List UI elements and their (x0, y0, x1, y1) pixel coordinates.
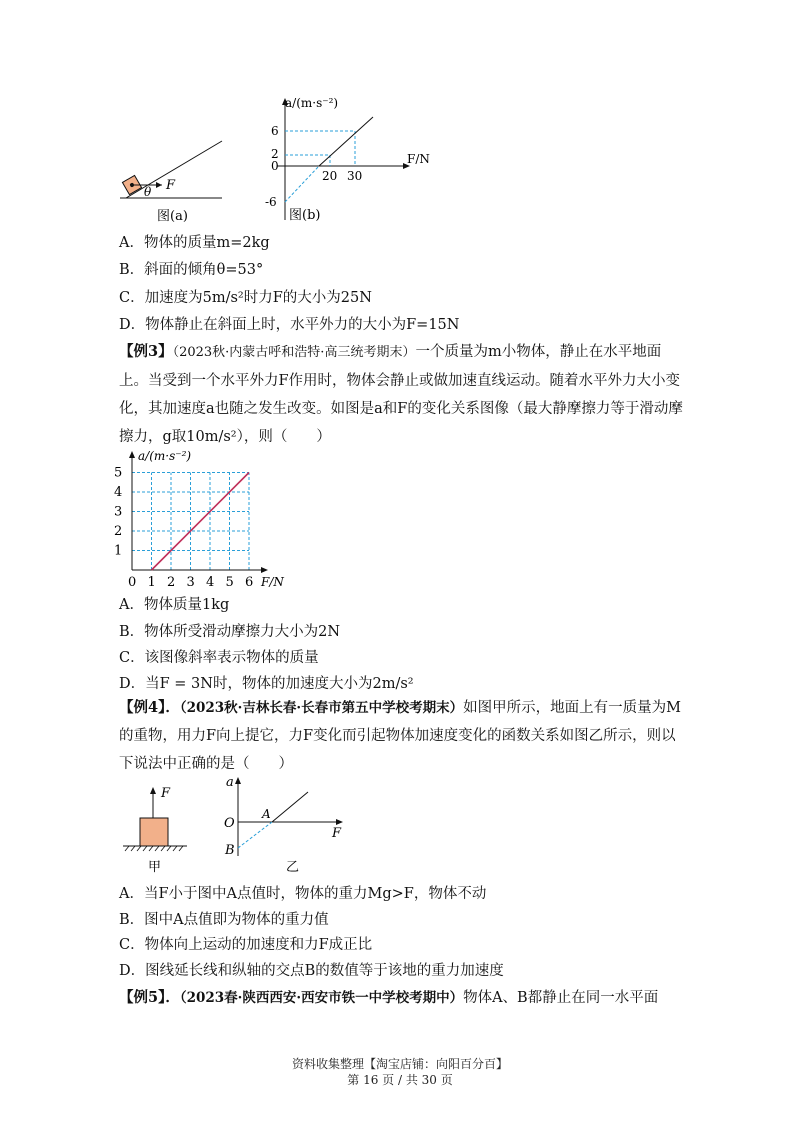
example5-source: （2023春·陕西西安·西安市铁一中学校考期中） (179, 990, 464, 1006)
x-tick-label: 3 (186, 575, 195, 588)
yi-f-label: F (332, 826, 342, 841)
x-tick-label: 1 (147, 575, 156, 588)
example3-option-a: A．物体质量1kg (119, 597, 230, 613)
yi-caption: 乙 (286, 860, 300, 875)
example4-option-a: A．当F小于图中A点值时，物体的重力Mg>F，物体不动 (119, 886, 487, 902)
example3-source: （2023秋·内蒙古呼和浩特·高三统考期末） (172, 345, 416, 360)
example3-tag: 【例3】 (119, 343, 173, 360)
y-tick-label: 3 (114, 504, 123, 520)
y-tick-6: 6 (271, 124, 279, 138)
theta-label: θ (144, 185, 152, 199)
example3-option-b: B．物体所受滑动摩擦力大小为2N (119, 624, 341, 640)
y-tick-0: 0 (271, 159, 279, 173)
figure-b-graph (255, 95, 445, 225)
prev-option-c: C．加速度为5m/s²时力F的大小为25N (119, 290, 372, 306)
figure-b-caption: 图(b) (289, 208, 321, 223)
series-line (152, 473, 250, 571)
y-axis-arrow (129, 451, 135, 458)
example4-option-b: B．图中A点值即为物体的重力值 (119, 912, 329, 928)
y-tick-label: 1 (114, 543, 123, 559)
example4-option-d: D．图线延长线和纵轴的交点B的数值等于该地的重力加速度 (119, 963, 504, 979)
x-tick-30: 30 (347, 169, 363, 183)
y-tick-label: 5 (114, 465, 123, 481)
example3-chart (110, 448, 300, 588)
x-tick-label: 4 (206, 575, 215, 588)
yi-point-b-label: B (225, 843, 235, 858)
figure-jia (115, 778, 205, 878)
figure-a-caption: 图(a) (157, 209, 188, 224)
weight-block (140, 818, 168, 846)
example3-text: 一个质量为m小物体，静止在水平地面上。当受到一个水平外力F作用时，物体会静止或做加速直线运动。随着水平外力大小变化，其加速度a也随之发生改变。如图是a和F的变化关系图像（最大静摩擦力等于滑动摩擦力，g取10m/s²），则（ ） (119, 344, 683, 445)
y-tick-label: 2 (114, 524, 123, 539)
y-tick-label: 4 (114, 485, 123, 500)
jia-force-label: F (161, 786, 171, 801)
prev-option-b: B．斜面的倾角θ=53° (119, 262, 264, 278)
y-tick-2: 2 (271, 147, 279, 161)
x-axis-label: F/N (261, 575, 284, 588)
x-tick-label: 6 (245, 575, 254, 588)
yi-point-a-label: A (262, 807, 271, 821)
yi-a-label: a (226, 775, 234, 790)
example5-text: 物体A、B都静止在同一水平面 (463, 990, 659, 1006)
example3-stem (119, 338, 684, 451)
example3-option-d: D．当F = 3N时，物体的加速度大小为2m/s² (119, 676, 414, 692)
example4-tag: 【例4】． (119, 699, 180, 716)
x-tick-label: 5 (225, 575, 234, 588)
figure-a-incline (110, 130, 230, 230)
x-axis-arrow (261, 567, 268, 573)
x-tick-label: 0 (128, 575, 137, 588)
example5-tag: 【例5】． (119, 989, 180, 1006)
prev-option-a: A．物体的质量m=2kg (119, 235, 270, 251)
example4-option-c: C．物体向上运动的加速度和力F成正比 (119, 937, 373, 953)
yi-o-label: O (224, 816, 235, 831)
example4-stem (119, 694, 684, 778)
force-label: F (166, 178, 176, 193)
footer-source: 资料收集整理【淘宝店铺：向阳百分百】 (291, 1057, 508, 1071)
y-axis-label: a/(m·s⁻²) (138, 449, 192, 463)
example4-text: 如图甲所示，地面上有一质量为M的重物，用力F向上提它，力F变化而引起物体加速度变化的函数关系如图乙所示，则以下说法中正确的是（ ） (119, 700, 681, 772)
jia-caption: 甲 (148, 860, 162, 875)
x-tick-label: 2 (167, 575, 176, 588)
y-axis-label: a/(m·s⁻²) (285, 96, 339, 110)
y-tick-neg6: -6 (265, 195, 277, 209)
prev-option-d: D．物体静止在斜面上时，水平外力的大小为F=15N (119, 317, 460, 333)
figure-yi (220, 768, 360, 878)
page-number: 第 16 页 / 共 30 页 (347, 1073, 453, 1087)
x-tick-20: 20 (322, 169, 338, 183)
example5-stem (119, 988, 658, 1008)
example3-option-c: C．该图像斜率表示物体的质量 (119, 650, 319, 666)
example4-source: （2023秋·吉林长春·长春市第五中学校考期末） (179, 700, 464, 716)
x-axis-label: F/N (407, 152, 430, 166)
